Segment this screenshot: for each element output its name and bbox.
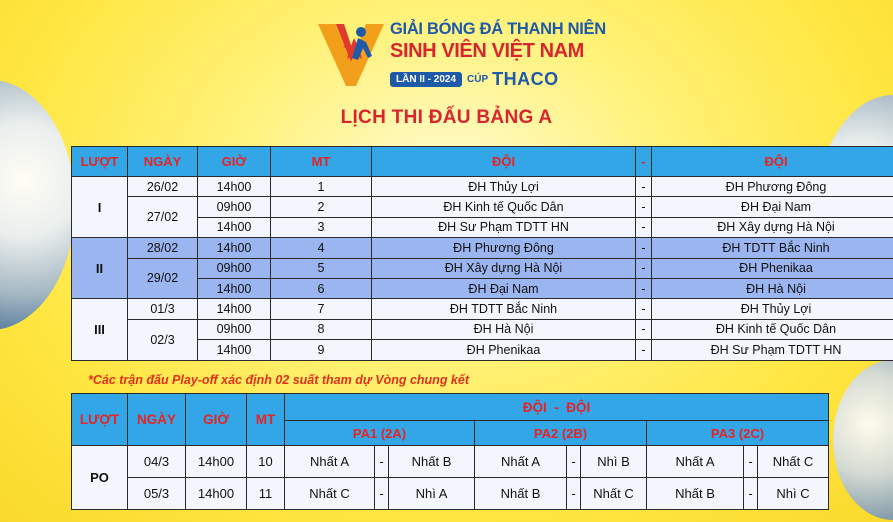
team-1-cell: ĐH Xây dựng Hà Nội	[372, 258, 636, 278]
time-cell: 14h00	[198, 340, 271, 360]
header-luot: LƯỢT	[72, 394, 128, 446]
pa3-separator-cell: -	[744, 446, 758, 478]
match-number-cell: 7	[271, 299, 372, 319]
match-number-cell: 1	[271, 177, 372, 197]
pa3-team-1-cell: Nhất A	[647, 446, 744, 478]
match-number-cell: 3	[271, 217, 372, 237]
table-row	[72, 258, 893, 278]
soccer-ball-decoration-bottom-right	[833, 360, 893, 520]
table-row	[72, 177, 893, 197]
team-2-cell: ĐH Xây dựng Hà Nội	[652, 217, 893, 237]
round-cell: II	[72, 238, 128, 299]
team-2-cell: ĐH Sư Phạm TDTT HN	[652, 340, 893, 360]
separator-cell: -	[636, 258, 652, 278]
pa3-team-2-cell: Nhì C	[758, 478, 829, 510]
edition-badge: LẦN II - 2024	[390, 72, 462, 87]
date-cell: 29/02	[128, 258, 198, 299]
match-number-cell: 6	[271, 278, 372, 298]
pa1-team-1-cell: Nhất C	[285, 478, 375, 510]
pa2-team-1-cell: Nhất A	[475, 446, 567, 478]
header-luot: LƯỢT	[72, 147, 128, 177]
tournament-logo	[314, 16, 606, 90]
pa1-separator-cell: -	[375, 446, 389, 478]
header-doi-1: ĐỘI	[372, 147, 636, 177]
header-doi-doi: ĐỘI - ĐỘI	[285, 394, 829, 421]
round-cell: PO	[72, 446, 128, 510]
date-cell: 27/02	[128, 197, 198, 238]
date-cell: 28/02	[128, 238, 198, 258]
time-cell: 09h00	[198, 258, 271, 278]
team-1-cell: ĐH Sư Phạm TDTT HN	[372, 217, 636, 237]
time-cell: 14h00	[198, 278, 271, 298]
table-row	[72, 446, 829, 478]
cup-label: CÚP	[467, 74, 489, 85]
match-number-cell: 5	[271, 258, 372, 278]
time-cell: 09h00	[198, 197, 271, 217]
team-1-cell: ĐH Kinh tế Quốc Dân	[372, 197, 636, 217]
header-pa1: PA1 (2A)	[285, 421, 475, 446]
header-pa2: PA2 (2B)	[475, 421, 647, 446]
pa3-team-1-cell: Nhất B	[647, 478, 744, 510]
separator-cell: -	[636, 340, 652, 360]
table-row	[72, 238, 893, 258]
match-number-cell: 10	[247, 446, 285, 478]
team-1-cell: ĐH Phenikaa	[372, 340, 636, 360]
match-number-cell: 4	[271, 238, 372, 258]
pa1-team-2-cell: Nhất B	[389, 446, 475, 478]
playoff-note: *Các trận đấu Play-off xác định 02 suất tham dự Vòng chung kết	[88, 373, 469, 387]
round-cell: III	[72, 299, 128, 360]
table-row	[72, 299, 893, 319]
header-sep: -	[636, 147, 652, 177]
table-header-row	[72, 147, 893, 177]
sponsor-logo: THACO	[492, 69, 559, 89]
date-cell: 04/3	[128, 446, 186, 478]
logo-line-3	[390, 69, 559, 90]
pa3-team-2-cell: Nhất C	[758, 446, 829, 478]
separator-cell: -	[636, 299, 652, 319]
logo-line-1: GIẢI BÓNG ĐÁ THANH NIÊN	[390, 20, 606, 38]
pa2-team-2-cell: Nhất C	[581, 478, 647, 510]
time-cell: 14h00	[198, 238, 271, 258]
date-cell: 05/3	[128, 478, 186, 510]
pa2-team-2-cell: Nhì B	[581, 446, 647, 478]
match-number-cell: 8	[271, 319, 372, 339]
header-mt: MT	[271, 147, 372, 177]
time-cell: 09h00	[198, 319, 271, 339]
date-cell: 26/02	[128, 177, 198, 197]
pa1-team-2-cell: Nhì A	[389, 478, 475, 510]
pa1-team-1-cell: Nhất A	[285, 446, 375, 478]
separator-cell: -	[636, 319, 652, 339]
separator-cell: -	[636, 177, 652, 197]
table-row	[72, 197, 893, 217]
pa1-separator-cell: -	[375, 478, 389, 510]
page-title: LỊCH THI ĐẤU BẢNG A	[340, 107, 553, 128]
pa2-separator-cell: -	[567, 446, 581, 478]
separator-cell: -	[636, 278, 652, 298]
time-cell: 14h00	[186, 478, 247, 510]
match-number-cell: 2	[271, 197, 372, 217]
time-cell: 14h00	[198, 217, 271, 237]
table-row	[72, 478, 829, 510]
playoff-schedule-table	[71, 393, 829, 510]
table-row	[72, 319, 893, 339]
separator-cell: -	[636, 197, 652, 217]
header-doi-2: ĐỘI	[652, 147, 893, 177]
header-pa3: PA3 (2C)	[647, 421, 829, 446]
team-1-cell: ĐH Hà Nội	[372, 319, 636, 339]
team-1-cell: ĐH Phương Đông	[372, 238, 636, 258]
time-cell: 14h00	[198, 177, 271, 197]
time-cell: 14h00	[198, 299, 271, 319]
group-a-schedule-table	[71, 146, 893, 361]
team-2-cell: ĐH Đại Nam	[652, 197, 893, 217]
team-2-cell: ĐH TDTT Bắc Ninh	[652, 238, 893, 258]
team-2-cell: ĐH Kinh tế Quốc Dân	[652, 319, 893, 339]
player-v-emblem-icon	[314, 16, 388, 90]
date-cell: 01/3	[128, 299, 198, 319]
team-2-cell: ĐH Hà Nội	[652, 278, 893, 298]
team-1-cell: ĐH Thủy Lợi	[372, 177, 636, 197]
header-mt: MT	[247, 394, 285, 446]
team-2-cell: ĐH Phương Đông	[652, 177, 893, 197]
time-cell: 14h00	[186, 446, 247, 478]
separator-cell: -	[636, 217, 652, 237]
match-number-cell: 9	[271, 340, 372, 360]
date-cell: 02/3	[128, 319, 198, 360]
pa2-separator-cell: -	[567, 478, 581, 510]
team-1-cell: ĐH Đại Nam	[372, 278, 636, 298]
team-2-cell: ĐH Phenikaa	[652, 258, 893, 278]
header-ngay: NGÀY	[128, 394, 186, 446]
match-number-cell: 11	[247, 478, 285, 510]
logo-line-2: SINH VIÊN VIỆT NAM	[390, 40, 584, 62]
header-gio: GIỜ	[198, 147, 271, 177]
pa2-team-1-cell: Nhất B	[475, 478, 567, 510]
header-gio: GIỜ	[186, 394, 247, 446]
team-2-cell: ĐH Thủy Lợi	[652, 299, 893, 319]
separator-cell: -	[636, 238, 652, 258]
table-header-row	[72, 394, 829, 421]
round-cell: I	[72, 177, 128, 238]
team-1-cell: ĐH TDTT Bắc Ninh	[372, 299, 636, 319]
header-ngay: NGÀY	[128, 147, 198, 177]
pa3-separator-cell: -	[744, 478, 758, 510]
